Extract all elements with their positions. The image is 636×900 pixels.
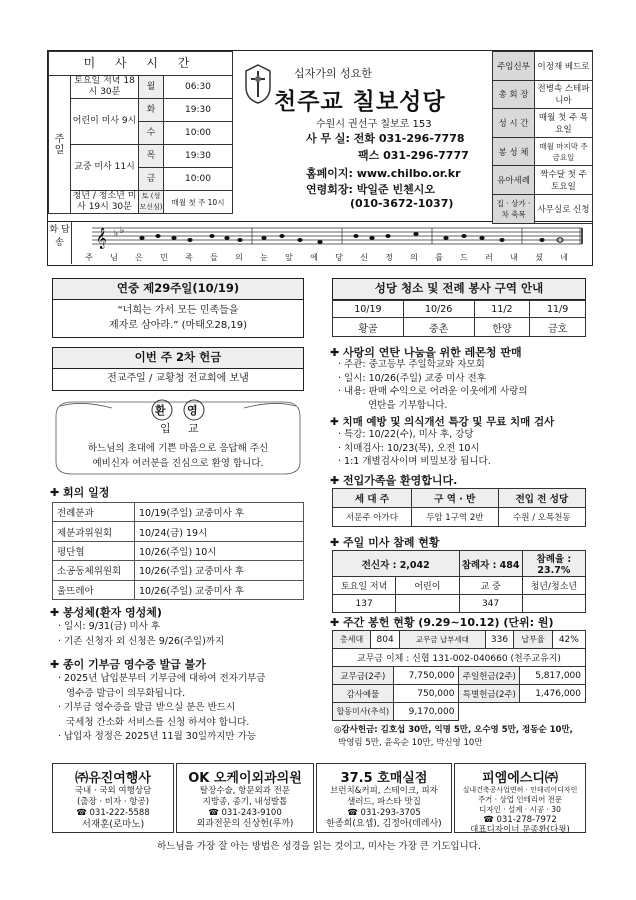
psalm-label: 화 답 송 bbox=[48, 222, 72, 264]
ad-clinic bbox=[176, 763, 314, 833]
bazaar-line: · 주관: 중고등부 주일학교와 자모회 bbox=[338, 359, 485, 370]
receipt-text bbox=[58, 672, 265, 745]
ad-line: 서재훈(로마노) bbox=[81, 819, 145, 830]
communion-line: · 일시: 9/31(금) 미사 후 bbox=[58, 621, 161, 632]
ad-interior bbox=[454, 763, 586, 833]
newcomer-cell: 수원 / 오목천동 bbox=[498, 508, 585, 527]
svg-text:♭: ♭ bbox=[120, 226, 125, 236]
mass-schedule-table bbox=[48, 51, 233, 214]
church-logo-icon bbox=[242, 63, 274, 105]
receipt-line: · 기부금 영수증을 발급 받으실 분은 반드시 bbox=[58, 702, 236, 713]
lyric-syllable: 내 bbox=[510, 253, 521, 262]
lyric-syllable: 민 bbox=[160, 253, 171, 262]
collection-title: 이번 주 2차 헌금 bbox=[52, 347, 304, 369]
sunday-verse-line: 제자로 삼아라.” (마태오28,19) bbox=[108, 320, 248, 331]
lyric-syllable: 은 bbox=[135, 253, 146, 262]
newcomer-cell: 서문주 아가다 bbox=[333, 508, 412, 527]
ad-title: 37.5 호매실점 bbox=[340, 771, 428, 786]
receipt-line: · 납입자 정정은 2025년 11월 30일까지만 가능 bbox=[58, 731, 256, 742]
dementia-line: · 치매검사: 10/23(목), 오전 10시 bbox=[338, 442, 480, 454]
collection-text: 전교주일 / 교황청 전교회에 보냄 bbox=[52, 369, 304, 391]
newcomer-table bbox=[332, 488, 586, 527]
receipt-line: 영수증 발급이 의무화됩니다. bbox=[66, 687, 186, 699]
cleaning-date: 10/19 bbox=[333, 301, 404, 318]
ad-line: 탈장수술, 항문외과 전문 bbox=[199, 786, 291, 796]
ad-restaurant bbox=[316, 763, 452, 833]
dementia-title: ✚ 치매 예방 및 의식개선 특강 및 무료 치매 검사 bbox=[330, 416, 555, 428]
staff-key: 총 회 장 bbox=[493, 80, 535, 109]
newcomer-title: ✚ 전입가족을 환영합니다. bbox=[330, 474, 458, 487]
thanks-line: 박영림 5만, 윤옥순 10만, 박신영 10만 bbox=[338, 738, 483, 748]
church-address: 수원시 권선구 칠보로 153 bbox=[316, 119, 432, 130]
bazaar-line: · 내용: 판매 수익으로 어려운 이웃에게 사랑의 bbox=[338, 386, 528, 397]
offering-value: 42% bbox=[552, 631, 585, 649]
staff-key: 집 · 상가 · 차 축복 bbox=[493, 194, 535, 223]
attendance-count: 참례자 : 484 bbox=[459, 551, 522, 577]
ad-title: OK 오케이외과의원 bbox=[188, 771, 302, 786]
offering-row-key: 합동미사(추석) bbox=[333, 703, 394, 721]
staff-key: 성 시 간 bbox=[493, 109, 535, 138]
ad-line: ☎ 031-222-5588 bbox=[76, 808, 150, 818]
staff-value: 매월 마지막 주 금요일 bbox=[535, 137, 593, 166]
lyric-syllable: 눈 bbox=[260, 253, 271, 262]
attendance-title: ✚ 주일 미사 참례 현황 bbox=[330, 536, 440, 549]
lyric-syllable: 드 bbox=[460, 253, 471, 262]
mass-title: 미 사 시 간 bbox=[49, 52, 233, 76]
attendance-value: 137 bbox=[333, 595, 396, 613]
cleaning-area: 금호 bbox=[530, 318, 586, 337]
staff-value: 이정재 베드로 bbox=[535, 52, 593, 81]
lyric-syllable: 님 bbox=[110, 253, 121, 262]
weekday-day: 토 (성모신심) bbox=[139, 191, 164, 214]
welcome-char: 환 bbox=[155, 404, 166, 417]
attendance-header: 토요일 저녁 bbox=[333, 577, 396, 595]
lyric-syllable: 주 bbox=[85, 253, 96, 262]
welcome-box bbox=[52, 398, 304, 476]
ad-line: 샐러드, 파스타 맛집 bbox=[347, 797, 421, 807]
sunday-mass-main: 교중 미사 11시 bbox=[71, 145, 139, 191]
bazaar-title: ✚ 사랑의 연탄 나눔을 위한 레몬청 판매 bbox=[330, 346, 522, 359]
offering-row-key bbox=[459, 703, 520, 721]
ad-line: 국내 · 국외 여행상담 bbox=[74, 786, 152, 796]
offering-row-value: 9,170,000 bbox=[393, 703, 459, 721]
weekday-time: 매월 첫 주 10시 bbox=[164, 191, 233, 214]
ad-line: ☎ 031-243-9100 bbox=[208, 808, 282, 818]
cleaning-title: 성당 청소 및 전례 봉사 구역 안내 bbox=[332, 278, 586, 300]
offering-row-key: 교무금(2주) bbox=[333, 667, 394, 685]
ad-line: ☎ 031-293-3705 bbox=[347, 808, 421, 818]
bazaar-text bbox=[338, 358, 528, 412]
meeting-name: 전례분과 bbox=[53, 503, 135, 522]
ad-title: 피엠에스디㈜ bbox=[482, 771, 558, 786]
office-phone: 사 무 실: 전화 031-296-7778 bbox=[306, 132, 465, 145]
thanks-line: ◎감사헌금: 김호섭 30만, 익명 5만, 오수영 5만, 정동순 10만, bbox=[334, 725, 573, 735]
cleaning-table bbox=[332, 300, 586, 337]
footer-quote: 하느님을 가장 잘 아는 방법은 성경을 읽는 것이고, 미사는 가장 큰 기도입니다. bbox=[157, 841, 481, 852]
lyric-syllable: 셨 bbox=[535, 253, 546, 262]
receipt-title: ✚ 종이 기부금 영수증 발급 불가 bbox=[50, 658, 206, 671]
staff-value: 사무실로 신청 bbox=[535, 194, 593, 223]
ad-line: 브런치&커피, 스테이크, 피자 bbox=[330, 786, 438, 796]
cleaning-area: 황골 bbox=[333, 318, 404, 337]
lyric-syllable: 러 bbox=[485, 253, 496, 262]
sunday-verse-line: “너희는 가서 모든 민족들을 bbox=[117, 305, 239, 316]
meeting-date: 10/26(주일) 교중미사 후 bbox=[135, 580, 304, 599]
attendance-table bbox=[332, 550, 586, 613]
communion-text bbox=[58, 620, 224, 649]
cleaning-area: 한양 bbox=[474, 318, 530, 337]
attendance-value bbox=[522, 595, 585, 613]
staff-key: 주임신부 bbox=[493, 52, 535, 81]
weekday-day: 금 bbox=[139, 168, 164, 191]
meeting-name: 울뜨레아 bbox=[53, 580, 135, 599]
lyric-syllable: 들 bbox=[210, 253, 221, 262]
receipt-line: · 2025년 납입분부터 기부금에 대하여 전자기부금 bbox=[58, 673, 266, 684]
staff-key: 유아세례 bbox=[493, 166, 535, 195]
offering-title: ✚ 주간 봉헌 현황 (9.29~10.12) (단위: 원) bbox=[330, 616, 554, 629]
attendance-believers: 전신자 : 2,042 bbox=[333, 551, 460, 577]
attendance-value bbox=[396, 595, 459, 613]
newcomer-cell: 두암 1구역 2반 bbox=[411, 508, 498, 527]
offering-detail-table bbox=[332, 666, 586, 721]
communion-line: · 기존 신청자 외 신청은 9/26(주일)까지 bbox=[58, 635, 225, 647]
church-subtitle: 십자가의 성요한 bbox=[294, 67, 372, 80]
offering-value: 804 bbox=[371, 631, 400, 649]
sunday-title: 연중 제29주일(10/19) bbox=[52, 278, 304, 300]
welcome-char: 입 bbox=[160, 422, 171, 435]
welcome-char: 영 bbox=[187, 404, 198, 417]
offering-row-value: 1,476,000 bbox=[520, 685, 586, 703]
offering-key: 총세대 bbox=[333, 631, 371, 649]
ad-title: ㈜유진여행사 bbox=[75, 771, 151, 786]
church-name: 천주교 칠보성당 bbox=[274, 89, 446, 115]
bazaar-line: · 일시: 10/26(주일) 교중 미사 전후 bbox=[338, 372, 486, 384]
weekday-day: 월 bbox=[139, 76, 164, 99]
offering-account: 교무금 이체 : 신협 131-002-040660 (천주교유지) bbox=[333, 649, 586, 667]
ad-line: 외과전문의 신상헌(루까) bbox=[196, 819, 294, 829]
bazaar-line: 연탄을 기부합니다. bbox=[368, 399, 448, 411]
meetings-title: ✚ 회의 일정 bbox=[50, 486, 110, 499]
sunday-label: 주 일 bbox=[49, 76, 71, 214]
weekday-day: 화 bbox=[139, 99, 164, 122]
meetings-table bbox=[52, 502, 304, 600]
offering-row-key: 특별헌금(2주) bbox=[459, 685, 520, 703]
offering-row-key: 감사예물 bbox=[333, 685, 394, 703]
ad-line: (출장 · 비자 · 항공) bbox=[76, 797, 150, 807]
sunday-mass-saturday: 토요일 저녁 18시 30분 bbox=[71, 76, 139, 99]
attendance-header: 청년/청소년 bbox=[522, 577, 585, 595]
welcome-text: 예비신자 여러분을 진심으로 환영 합니다. bbox=[92, 458, 264, 469]
ad-line: 디자인 · 설계 · 시공 · 30 bbox=[479, 805, 561, 814]
council-phone: (010-3672-1037) bbox=[350, 197, 454, 210]
cleaning-date: 11/9 bbox=[530, 301, 586, 318]
weekday-time: 06:30 bbox=[164, 76, 233, 99]
attendance-rate: 참례율 : 23.7% bbox=[522, 551, 585, 577]
ad-line: ☎ 031-278-7972 bbox=[483, 815, 557, 825]
lyric-syllable: 신 bbox=[360, 253, 371, 262]
attendance-header: 어린이 bbox=[396, 577, 459, 595]
svg-text:♭: ♭ bbox=[114, 229, 119, 239]
ad-line: 실내건축공사업면허 · 인테리어디자인 bbox=[462, 786, 578, 794]
meeting-date: 10/26(주일) 교중미사 후 bbox=[135, 561, 304, 580]
lyric-syllable: 의 bbox=[235, 253, 246, 262]
meeting-date: 10/19(주일) 교중미사 후 bbox=[135, 503, 304, 522]
offering-value: 336 bbox=[485, 631, 514, 649]
lyric-syllable: 에 bbox=[310, 253, 321, 262]
cleaning-area: 중촌 bbox=[403, 318, 474, 337]
dementia-text bbox=[338, 428, 491, 469]
psalm-lyrics bbox=[78, 252, 578, 263]
lyric-syllable: 의 bbox=[410, 253, 421, 262]
meeting-date: 10/24(금) 19시 bbox=[135, 522, 304, 541]
newcomer-header: 구 역 · 반 bbox=[411, 489, 498, 508]
cleaning-date: 10/26 bbox=[403, 301, 474, 318]
weekday-time: 19:30 bbox=[164, 99, 233, 122]
newcomer-header: 세 대 주 bbox=[333, 489, 412, 508]
offering-key: 납부율 bbox=[514, 631, 552, 649]
offering-row-value: 750,000 bbox=[393, 685, 459, 703]
offering-row-key: 주일헌금(2주) bbox=[459, 667, 520, 685]
ad-travel bbox=[52, 763, 174, 833]
responsorial-psalm bbox=[47, 222, 593, 266]
ad-line: 주거 · 상업 인테리어 전문 bbox=[477, 795, 563, 804]
offering-row-value: 7,750,000 bbox=[393, 667, 459, 685]
cleaning-date: 11/2 bbox=[474, 301, 530, 318]
homepage[interactable]: 홈페이지: www.chilbo.or.kr bbox=[306, 167, 461, 180]
lyric-syllable: 정 bbox=[385, 253, 396, 262]
attendance-header: 교 중 bbox=[459, 577, 522, 595]
offering-row-value bbox=[520, 703, 586, 721]
lyric-syllable: 앞 bbox=[285, 253, 296, 262]
staff-value: 매월 첫 주 목요일 bbox=[535, 109, 593, 138]
staff-key: 봉 성 체 bbox=[493, 137, 535, 166]
meeting-date: 10/26(주일) 10시 bbox=[135, 541, 304, 560]
weekday-day: 수 bbox=[139, 122, 164, 145]
weekday-time: 10:00 bbox=[164, 122, 233, 145]
office-fax: 팩스 031-296-7777 bbox=[358, 149, 469, 162]
sunday-mass-children: 어린이 미사 9시 bbox=[71, 99, 139, 145]
lyric-syllable: 네 bbox=[560, 253, 571, 262]
offering-summary-table bbox=[332, 630, 586, 667]
council-head: 연령회장: 박일준 빈첸시오 bbox=[306, 183, 435, 196]
dementia-line: · 1:1 개별검사이며 비밀보장 됩니다. bbox=[338, 456, 491, 467]
thanks-offering bbox=[334, 724, 573, 750]
communion-title: ✚ 봉성체(환자 영성체) bbox=[50, 606, 162, 619]
dementia-line: · 특강: 10/22(수), 미사 후, 강당 bbox=[338, 429, 474, 440]
lyric-syllable: 당 bbox=[335, 253, 346, 262]
offering-row-value: 5,817,000 bbox=[520, 667, 586, 685]
staff-value: 짝수달 첫 주 토요일 bbox=[535, 166, 593, 195]
weekday-day: 목 bbox=[139, 145, 164, 168]
ad-line: 대표디자이너 문종환(다윗) bbox=[470, 825, 570, 835]
welcome-char: 교 bbox=[188, 422, 199, 435]
sunday-mass-youth: 청년 / 청소년 미사 19시 30분 bbox=[71, 191, 139, 214]
weekday-time: 19:30 bbox=[164, 145, 233, 168]
receipt-line: 국세청 간소화 서비스를 신청 하셔야 합니다. bbox=[66, 716, 250, 728]
weekday-time: 10:00 bbox=[164, 168, 233, 191]
lyric-syllable: 를 bbox=[435, 253, 446, 262]
meeting-name: 평단협 bbox=[53, 541, 135, 560]
header bbox=[47, 50, 593, 222]
church-info bbox=[234, 51, 492, 223]
lyric-syllable: 족 bbox=[185, 253, 196, 262]
meeting-name: 소공동체위원회 bbox=[53, 561, 135, 580]
svg-text:𝄞: 𝄞 bbox=[96, 228, 107, 249]
offering-key: 교무금 납부세대 bbox=[400, 631, 486, 649]
ad-line: 한종희(요셉), 김정아(데레사) bbox=[326, 819, 442, 829]
staff-value: 전병속 스테파니아 bbox=[535, 80, 593, 109]
ad-line: 지방종, 종기, 내성발톱 bbox=[202, 797, 288, 807]
welcome-text: 하느님의 초대에 기쁜 마음으로 응답해 주신 bbox=[87, 443, 269, 454]
attendance-value: 347 bbox=[459, 595, 522, 613]
sunday-verse-box bbox=[52, 300, 304, 338]
staff-table bbox=[492, 51, 593, 224]
newcomer-header: 전입 전 성당 bbox=[498, 489, 585, 508]
meeting-name: 제분과위원회 bbox=[53, 522, 135, 541]
